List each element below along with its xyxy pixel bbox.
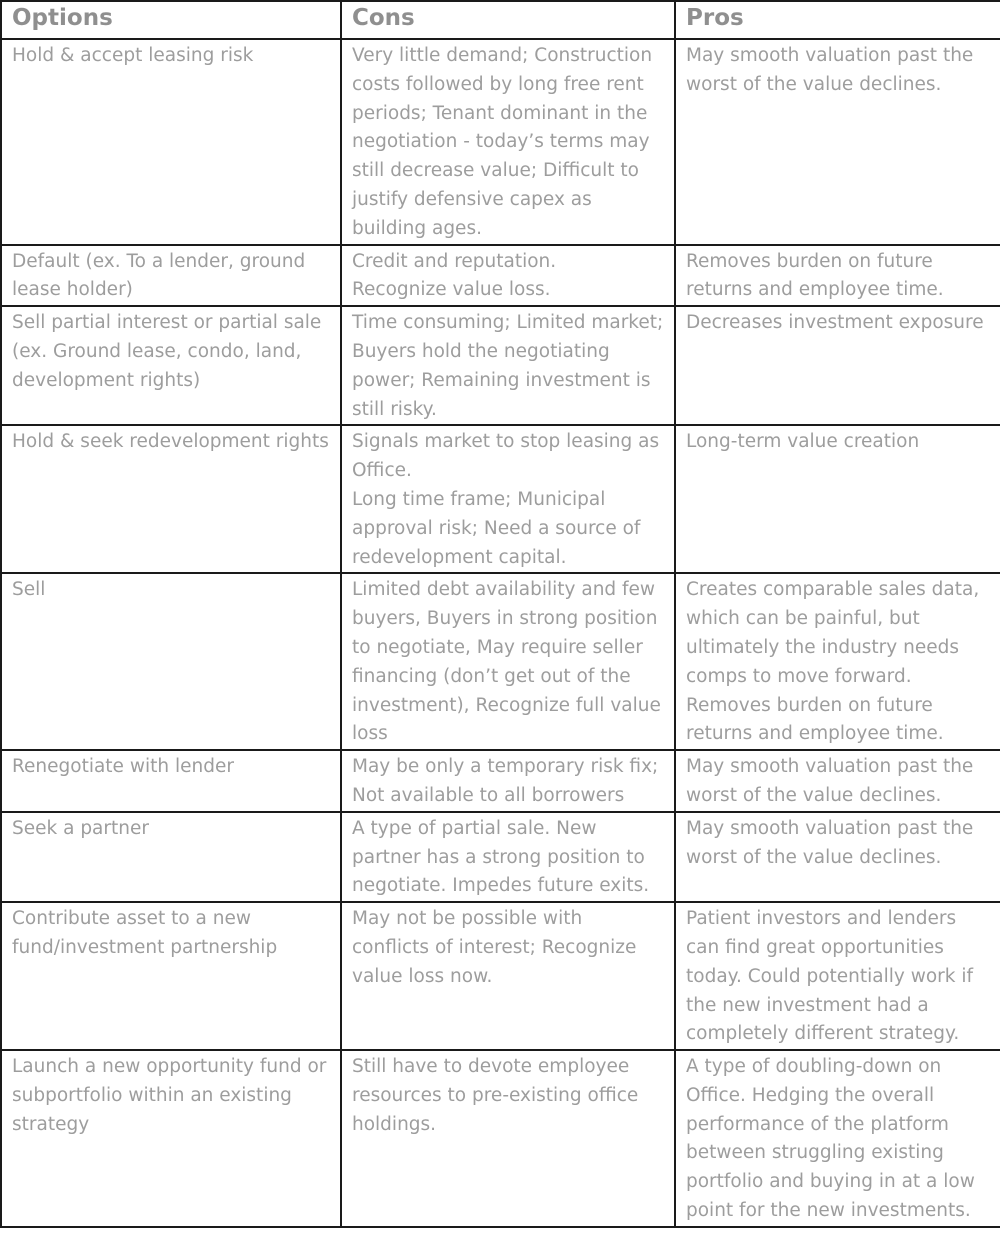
cons-cell: May not be possible with conflicts of interest; Recognize value loss now. (341, 902, 675, 1050)
pros-cell: A type of doubling-down on Office. Hedging the overall performance of the platform between struggling existing portfolio and buying in at a low point for the new investments. (675, 1050, 1000, 1227)
cons-cell: Credit and reputation. Recognize value loss. (341, 245, 675, 307)
cons-cell: Still have to devote employee resources to pre-existing office holdings. (341, 1050, 675, 1227)
table-row (1, 902, 1000, 1050)
option-cell: Contribute asset to a new fund/investment partnership (1, 902, 341, 1050)
cons-cell: Very little demand; Construction costs followed by long free rent periods; Tenant dominant in the negotiation - today’s terms may still decrease value; Difficult to justify defensive capex as building ages. (341, 39, 675, 245)
pros-cell: Patient investors and lenders can find great opportunities today. Could potentially work if the new investment had a completely different strategy. (675, 902, 1000, 1050)
pros-cell: May smooth valuation past the worst of the value declines. (675, 812, 1000, 902)
header-row (1, 1, 1000, 39)
option-cell: Sell (1, 573, 341, 750)
pros-cell: Removes burden on future returns and employee time. (675, 245, 1000, 307)
cons-header: Cons (341, 1, 675, 39)
option-cell: Seek a partner (1, 812, 341, 902)
option-cell: Default (ex. To a lender, ground lease holder) (1, 245, 341, 307)
table-row (1, 425, 1000, 573)
option-cell: Hold & seek redevelopment rights (1, 425, 341, 573)
table-row (1, 306, 1000, 425)
table-row (1, 573, 1000, 750)
cons-cell: Time consuming; Limited market; Buyers hold the negotiating power; Remaining investment is still risky. (341, 306, 675, 425)
pros-cell: Decreases investment exposure (675, 306, 1000, 425)
table-row (1, 245, 1000, 307)
option-cell: Launch a new opportunity fund or subportfolio within an existing strategy (1, 1050, 341, 1227)
table-row (1, 1050, 1000, 1227)
table-row (1, 750, 1000, 812)
cons-cell: Limited debt availability and few buyers, Buyers in strong position to negotiate, May require seller financing (don’t get out of the investment), Recognize full value loss (341, 573, 675, 750)
cons-cell: May be only a temporary risk fix; Not available to all borrowers (341, 750, 675, 812)
pros-cell: Creates comparable sales data, which can be painful, but ultimately the industry needs comps to move forward. Removes burden on future returns and employee time. (675, 573, 1000, 750)
options-header: Options (1, 1, 341, 39)
table-row (1, 39, 1000, 245)
pros-cell: May smooth valuation past the worst of the value declines. (675, 39, 1000, 245)
option-cell: Sell partial interest or partial sale (ex. Ground lease, condo, land, development rights) (1, 306, 341, 425)
cons-cell: Signals market to stop leasing as Office. Long time frame; Municipal approval risk; Need a source of redevelopment capital. (341, 425, 675, 573)
option-cell: Renegotiate with lender (1, 750, 341, 812)
option-cell: Hold & accept leasing risk (1, 39, 341, 245)
table-row (1, 812, 1000, 902)
pros-cell: May smooth valuation past the worst of the value declines. (675, 750, 1000, 812)
pros-header: Pros (675, 1, 1000, 39)
cons-cell: A type of partial sale. New partner has a strong position to negotiate. Impedes future exits. (341, 812, 675, 902)
pros-cell: Long-term value creation (675, 425, 1000, 573)
